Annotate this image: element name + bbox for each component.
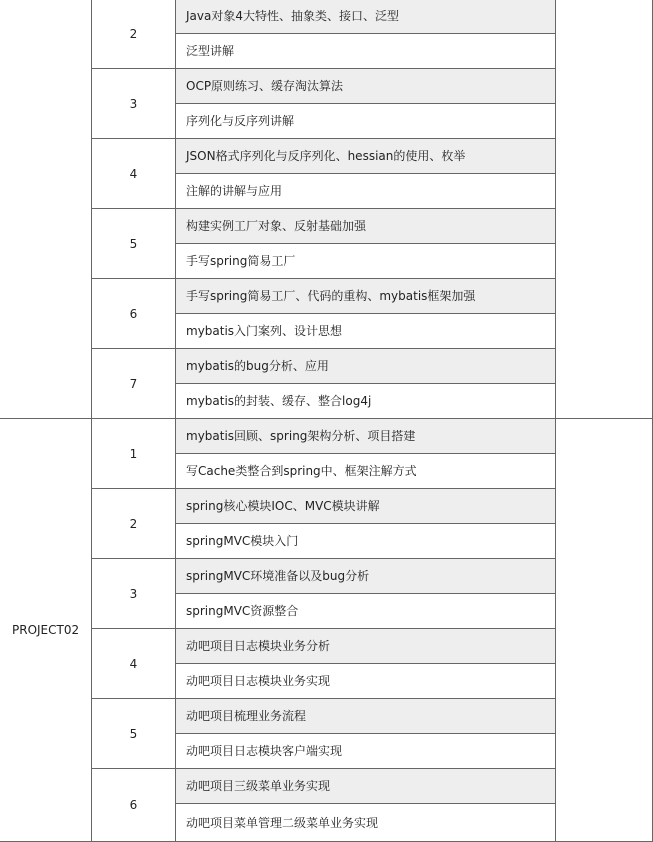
topic-cell: OCP原则练习、缓存淘汰算法 — [176, 69, 556, 104]
topic-cell: 动吧项目梳理业务流程 — [176, 699, 556, 734]
week-cell: 7 — [92, 349, 176, 419]
topic-cell: springMVC模块入门 — [176, 524, 556, 559]
topic-cell: 动吧项目日志模块业务分析 — [176, 629, 556, 664]
week-cell: 3 — [92, 559, 176, 629]
topic-cell: Java对象4大特性、抽象类、接口、泛型 — [176, 0, 556, 34]
notes-cell — [556, 0, 653, 419]
topic-cell: 注解的讲解与应用 — [176, 174, 556, 209]
week-cell: 5 — [92, 209, 176, 279]
table-row — [0, 69, 653, 104]
week-cell: 2 — [92, 489, 176, 559]
topic-cell: 动吧项目日志模块客户端实现 — [176, 734, 556, 769]
topic-cell: 构建实例工厂对象、反射基础加强 — [176, 209, 556, 244]
table-row — [0, 349, 653, 384]
table-row — [0, 559, 653, 594]
topic-cell: mybatis入门案列、设计思想 — [176, 314, 556, 349]
topic-cell: 动吧项目三级菜单业务实现 — [176, 769, 556, 804]
project-cell — [0, 0, 92, 419]
topic-cell: 动吧项目日志模块业务实现 — [176, 664, 556, 699]
topic-cell: mybatis回顾、spring架构分析、项目搭建 — [176, 419, 556, 454]
notes-cell — [556, 419, 653, 842]
topic-cell: 动吧项目菜单管理二级菜单业务实现 — [176, 804, 556, 842]
table-row — [0, 0, 653, 34]
topic-cell: 泛型讲解 — [176, 34, 556, 69]
table-row — [0, 279, 653, 314]
topic-cell: springMVC环境准备以及bug分析 — [176, 559, 556, 594]
table-row — [0, 419, 653, 454]
table-row — [0, 629, 653, 664]
topic-cell: mybatis的封装、缓存、整合log4j — [176, 384, 556, 419]
table-row — [0, 699, 653, 734]
topic-cell: 手写spring简易工厂、代码的重构、mybatis框架加强 — [176, 279, 556, 314]
table-row — [0, 769, 653, 804]
week-cell: 6 — [92, 769, 176, 842]
week-cell: 5 — [92, 699, 176, 769]
topic-cell: spring核心模块IOC、MVC模块讲解 — [176, 489, 556, 524]
week-cell: 1 — [92, 419, 176, 489]
topic-cell: 序列化与反序列讲解 — [176, 104, 556, 139]
week-cell: 6 — [92, 279, 176, 349]
topic-cell: springMVC资源整合 — [176, 594, 556, 629]
week-cell: 4 — [92, 139, 176, 209]
week-cell: 2 — [92, 0, 176, 69]
week-cell: 4 — [92, 629, 176, 699]
topic-cell: 写Cache类整合到spring中、框架注解方式 — [176, 454, 556, 489]
table-row — [0, 209, 653, 244]
topic-cell: mybatis的bug分析、应用 — [176, 349, 556, 384]
table-row — [0, 139, 653, 174]
topic-cell: JSON格式序列化与反序列化、hessian的使用、枚举 — [176, 139, 556, 174]
topic-cell: 手写spring简易工厂 — [176, 244, 556, 279]
week-cell: 3 — [92, 69, 176, 139]
table-row — [0, 489, 653, 524]
project-cell: PROJECT02 — [0, 419, 92, 842]
